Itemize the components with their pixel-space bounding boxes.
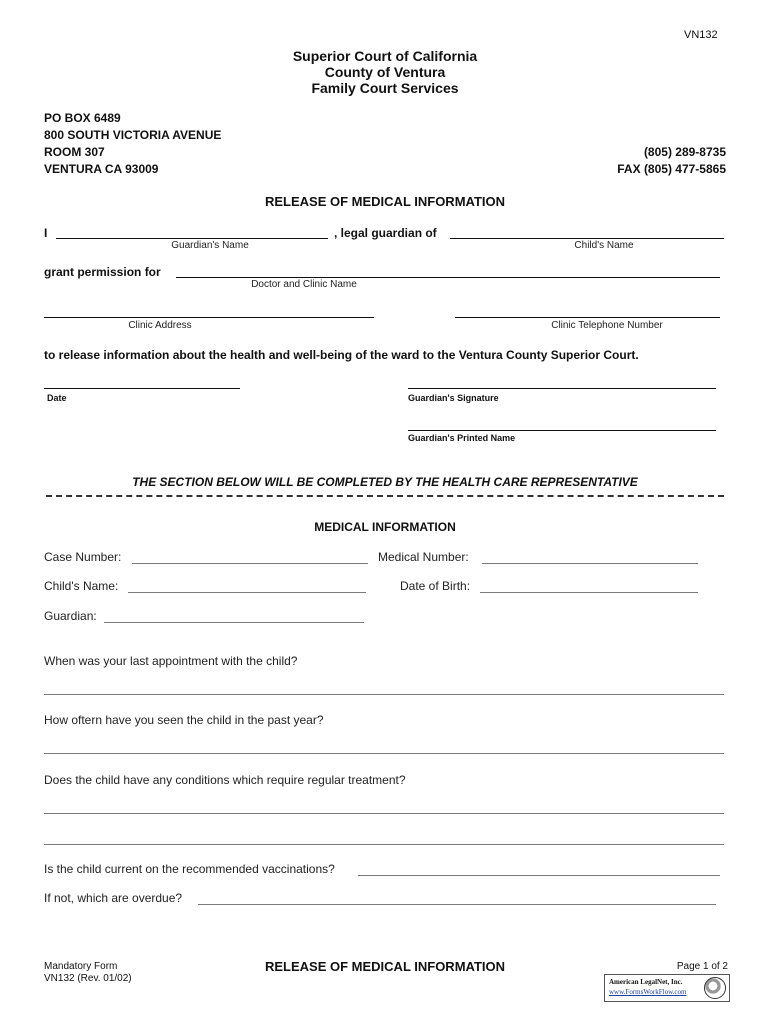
page-number: Page 1 of 2 <box>676 961 728 972</box>
guardian-signature-field[interactable] <box>408 388 716 389</box>
medical-heading: MEDICAL INFORMATION <box>314 520 456 534</box>
publisher-name: American LegalNet, Inc. <box>609 978 683 986</box>
answer-overdue[interactable] <box>198 904 716 905</box>
section-divider <box>46 495 724 497</box>
court-name: Superior Court of California <box>292 48 478 64</box>
release-statement: to release information about the health and well-being of the ward to the Ventura County Superior Court. <box>44 348 639 362</box>
clinic-telephone-field[interactable] <box>455 317 720 318</box>
child-name-caption: Child's Name <box>574 240 634 251</box>
medical-number-label: Medical Number: <box>378 550 469 564</box>
answer-vaccinations[interactable] <box>358 875 720 876</box>
clinic-address-caption: Clinic Address <box>128 320 192 331</box>
address-line-1: PO BOX 6489 <box>44 111 121 125</box>
phone-number: (805) 289-8735 <box>643 145 726 159</box>
question-overdue: If not, which are overdue? <box>44 891 183 905</box>
mandatory-form-label: Mandatory Form <box>44 961 118 972</box>
answer-conditions-line-2[interactable] <box>44 844 724 845</box>
section-note: THE SECTION BELOW WILL BE COMPLETED BY THE HEALTH CARE REPRESENTATIVE <box>132 475 638 489</box>
guardian-field[interactable] <box>104 622 364 623</box>
question-visit-frequency: How oftern have you seen the child in the past year? <box>44 713 324 727</box>
doctor-clinic-caption: Doctor and Clinic Name <box>251 279 357 290</box>
question-conditions: Does the child have any conditions which require regular treatment? <box>44 773 406 787</box>
date-of-birth-field[interactable] <box>480 592 698 593</box>
address-line-4: VENTURA CA 93009 <box>44 162 159 176</box>
date-caption: Date <box>47 393 67 403</box>
form-code: VN132 <box>684 29 718 41</box>
guardian-printed-name-field[interactable] <box>408 430 716 431</box>
answer-last-appointment[interactable] <box>44 694 724 695</box>
question-vaccinations: Is the child current on the recommended vaccinations? <box>44 862 335 876</box>
date-of-birth-label: Date of Birth: <box>400 579 471 593</box>
address-line-3: ROOM 307 <box>44 145 105 159</box>
clinic-address-field[interactable] <box>44 317 374 318</box>
answer-conditions-line-1[interactable] <box>44 813 724 814</box>
guardian-name-field[interactable] <box>56 238 328 239</box>
childs-name-field[interactable] <box>128 592 366 593</box>
signature-caption: Guardian's Signature <box>408 393 499 403</box>
guardian-label: Guardian: <box>44 609 97 623</box>
child-name-field[interactable] <box>450 238 724 239</box>
revision-label: VN132 (Rev. 01/02) <box>44 973 132 984</box>
form-title: RELEASE OF MEDICAL INFORMATION <box>264 194 506 209</box>
clinic-telephone-caption: Clinic Telephone Number <box>551 320 663 331</box>
childs-name-label: Child's Name: <box>44 579 119 593</box>
date-field[interactable] <box>44 388 240 389</box>
case-number-field[interactable] <box>132 563 368 564</box>
medical-number-field[interactable] <box>482 563 698 564</box>
doctor-clinic-name-field[interactable] <box>176 277 720 278</box>
grant-permission-label: grant permission for <box>44 265 161 279</box>
publisher-seal-icon <box>704 977 726 999</box>
answer-visit-frequency[interactable] <box>44 753 724 754</box>
publisher-badge <box>604 974 730 1002</box>
question-last-appointment: When was your last appointment with the child? <box>44 654 298 668</box>
department-name: Family Court Services <box>311 80 459 96</box>
fax-number: FAX (805) 477-5865 <box>617 162 726 176</box>
address-line-2: 800 SOUTH VICTORIA AVENUE <box>44 128 222 142</box>
county-name: County of Ventura <box>324 64 446 80</box>
i-label: I <box>44 226 48 240</box>
legal-guardian-of-label: , legal guardian of <box>334 226 437 240</box>
publisher-website-link[interactable]: www.FormsWorkFlow.com <box>609 988 687 996</box>
footer-title: RELEASE OF MEDICAL INFORMATION <box>264 959 506 974</box>
printed-name-caption: Guardian's Printed Name <box>408 433 516 443</box>
guardian-name-caption: Guardian's Name <box>171 240 249 251</box>
case-number-label: Case Number: <box>44 550 122 564</box>
